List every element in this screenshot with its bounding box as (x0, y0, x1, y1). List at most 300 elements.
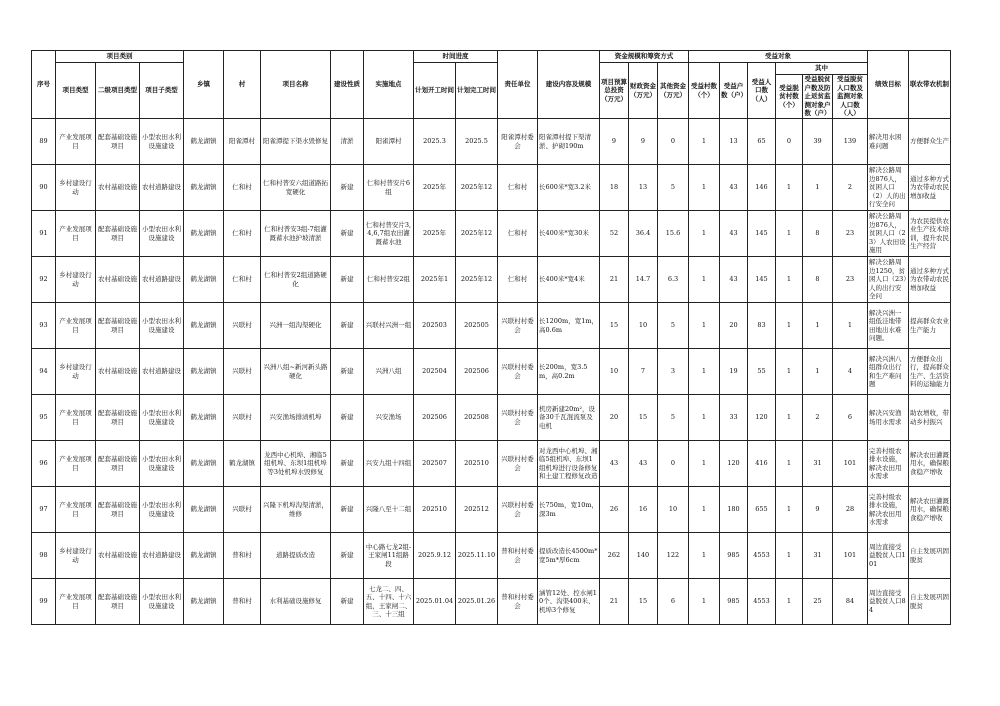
cell-monitor-population: 2 (833, 165, 868, 211)
cell-sub-type: 小型农田水利设施建设 (140, 441, 184, 487)
cell-ben-households: 985 (720, 533, 748, 579)
cell-nature: 新建 (331, 533, 364, 579)
cell-start-time: 202503 (414, 303, 456, 349)
cell-village: 兴联村 (224, 349, 261, 395)
header-mechanism: 联农带农机制 (909, 51, 951, 119)
cell-start-time: 202510 (414, 487, 456, 533)
cell-unit: 兴联村村委会 (498, 487, 538, 533)
cell-other: 15.6 (658, 211, 689, 257)
cell-ben-households: 120 (720, 441, 748, 487)
cell-poor-villages: 1 (776, 395, 803, 441)
cell-poor-villages: 1 (776, 257, 803, 303)
cell-ben-population: 145 (748, 211, 776, 257)
cell-budget: 20 (600, 395, 629, 441)
cell-township: 鹤龙湖镇 (184, 257, 224, 303)
cell-sub-type: 小型农田水利设施建设 (140, 579, 184, 625)
cell-project-name: 仁和村普安六组道路拓宽硬化 (261, 165, 331, 211)
cell-budget: 21 (600, 257, 629, 303)
cell-ben-population: 120 (748, 395, 776, 441)
cell-fiscal: 7 (629, 349, 658, 395)
cell-monitor-households: 39 (803, 119, 833, 165)
cell-ben-villages: 1 (689, 119, 720, 165)
cell-secondary-type: 配套基础设施项目 (96, 119, 140, 165)
cell-ben-population: 655 (748, 487, 776, 533)
table-row (32, 395, 951, 441)
cell-monitor-households: 31 (803, 441, 833, 487)
cell-end-time: 202506 (456, 349, 498, 395)
cell-end-time: 2025.5 (456, 119, 498, 165)
cell-fiscal: 43 (629, 441, 658, 487)
cell-ben-villages: 1 (689, 257, 720, 303)
cell-location: 兴安渔场 (364, 395, 414, 441)
cell-township: 鹤龙湖镇 (184, 119, 224, 165)
cell-secondary-type: 配套基础设施项目 (96, 303, 140, 349)
cell-ben-households: 20 (720, 303, 748, 349)
cell-ben-population: 55 (748, 349, 776, 395)
cell-ben-villages: 1 (689, 441, 720, 487)
cell-seq: 93 (32, 303, 56, 349)
cell-project-name: 仁和村普安2组道路硬化 (261, 257, 331, 303)
cell-mechanism: 通过多种方式为农带动农民增加收益 (909, 165, 951, 211)
cell-project-name: 仁和村普安3组-7组灌溉蓄水池护坡清淤 (261, 211, 331, 257)
cell-ben-villages: 1 (689, 579, 720, 625)
cell-unit: 兴联村村委会 (498, 349, 538, 395)
cell-budget: 262 (600, 533, 629, 579)
table-row (32, 579, 951, 625)
cell-village: 鹤龙湖镇 (224, 441, 261, 487)
table-body (32, 119, 951, 625)
cell-poor-villages: 1 (776, 349, 803, 395)
cell-content: 长600米*宽3.2米 (538, 165, 600, 211)
cell-ben-population: 416 (748, 441, 776, 487)
cell-location: 仁和村普安2组 (364, 257, 414, 303)
cell-unit: 兴联村村委会 (498, 303, 538, 349)
cell-nature: 新建 (331, 303, 364, 349)
cell-mechanism: 提高群众农业生产能力 (909, 303, 951, 349)
cell-other: 6 (658, 579, 689, 625)
cell-sub-type: 小型农田水利设施建设 (140, 487, 184, 533)
cell-seq: 94 (32, 349, 56, 395)
cell-township: 鹤龙湖镇 (184, 165, 224, 211)
cell-poor-villages: 1 (776, 487, 803, 533)
cell-start-time: 202506 (414, 395, 456, 441)
cell-location: 仁和村普安片3,4,6,7组农田灌溉蓄水池 (364, 211, 414, 257)
cell-nature: 新建 (331, 441, 364, 487)
cell-budget: 21 (600, 579, 629, 625)
cell-monitor-population: 6 (833, 395, 868, 441)
cell-secondary-type: 配套基础设施项目 (96, 441, 140, 487)
table-row (32, 257, 951, 303)
cell-content: 对龙西中心机埠、湘临5组机埠、东坝1组机埠进行设备修复和土建工程修复改造 (538, 441, 600, 487)
cell-fiscal: 36.4 (629, 211, 658, 257)
cell-ben-villages: 1 (689, 349, 720, 395)
cell-start-time: 2025.9.12 (414, 533, 456, 579)
header-time-progress: 时间进度 (414, 51, 498, 63)
cell-unit: 阳雀潭村委会 (498, 119, 538, 165)
cell-village: 兴联村 (224, 487, 261, 533)
cell-budget: 10 (600, 349, 629, 395)
cell-ben-households: 19 (720, 349, 748, 395)
cell-village: 兴联村 (224, 395, 261, 441)
cell-end-time: 202505 (456, 303, 498, 349)
cell-village: 普和村 (224, 579, 261, 625)
cell-unit: 普和村村委会 (498, 533, 538, 579)
cell-monitor-households: 1 (803, 303, 833, 349)
cell-sub-type: 农村道路建设 (140, 257, 184, 303)
cell-township: 鹤龙湖镇 (184, 533, 224, 579)
cell-project-name: 水利基础设施修复 (261, 579, 331, 625)
header-funding: 资金规模和筹资方式 (600, 51, 689, 63)
cell-nature: 新建 (331, 349, 364, 395)
cell-fiscal: 15 (629, 579, 658, 625)
cell-poor-villages: 1 (776, 441, 803, 487)
cell-unit: 仁和村 (498, 257, 538, 303)
cell-end-time: 202510 (456, 441, 498, 487)
cell-monitor-population: 139 (833, 119, 868, 165)
cell-sub-type: 农村道路建设 (140, 533, 184, 579)
cell-content: 长200m，宽3.5m，高0.2m (538, 349, 600, 395)
cell-mechanism: 解决农田灌溉用水，确保粮食稳产增收 (909, 487, 951, 533)
cell-other: 5 (658, 395, 689, 441)
cell-project-name: 阳雀潭提下渠水毁修复 (261, 119, 331, 165)
cell-project-name: 龙西中心机埠、湘临5组机埠、东坝1组机埠等3处机埠水毁修复 (261, 441, 331, 487)
header-project-category: 项目类别 (56, 51, 184, 63)
cell-end-time: 202512 (456, 487, 498, 533)
cell-seq: 98 (32, 533, 56, 579)
cell-budget: 43 (600, 441, 629, 487)
cell-mechanism: 自主发展巩固脱贫 (909, 533, 951, 579)
cell-end-time: 2025.11.10 (456, 533, 498, 579)
cell-monitor-households: 1 (803, 349, 833, 395)
cell-project-name: 兴洲八组~新河新头路硬化 (261, 349, 331, 395)
cell-end-time: 2025年12 (456, 165, 498, 211)
cell-seq: 97 (32, 487, 56, 533)
cell-start-time: 202507 (414, 441, 456, 487)
cell-monitor-households: 31 (803, 533, 833, 579)
cell-mechanism: 自主发展巩固脱贫 (909, 579, 951, 625)
cell-township: 鹤龙湖镇 (184, 487, 224, 533)
cell-fiscal: 13 (629, 165, 658, 211)
header-content: 建设内容及规模 (538, 51, 600, 119)
cell-performance: 解决公路周边1250，贫困人口（23）人的出行安全问 (868, 257, 909, 303)
cell-budget: 26 (600, 487, 629, 533)
cell-unit: 仁和村 (498, 211, 538, 257)
cell-project-type: 产业发展项目 (56, 487, 96, 533)
project-table (31, 50, 951, 625)
cell-ben-population: 83 (748, 303, 776, 349)
header-township: 乡镇 (184, 51, 224, 119)
cell-nature: 新建 (331, 487, 364, 533)
cell-sub-type: 小型农田水利设施建设 (140, 211, 184, 257)
cell-monitor-population: 101 (833, 441, 868, 487)
cell-performance: 解决公路周边876人，贫困人口（23）人农田设施用 (868, 211, 909, 257)
cell-ben-households: 43 (720, 165, 748, 211)
cell-monitor-population: 101 (833, 533, 868, 579)
cell-monitor-households: 25 (803, 579, 833, 625)
cell-village: 普和村 (224, 533, 261, 579)
cell-secondary-type: 配套基础设施项目 (96, 579, 140, 625)
cell-project-type: 乡村建设行动 (56, 165, 96, 211)
cell-performance: 解决用水困难问题 (868, 119, 909, 165)
cell-ben-population: 65 (748, 119, 776, 165)
cell-township: 鹤龙湖镇 (184, 441, 224, 487)
cell-seq: 91 (32, 211, 56, 257)
cell-village: 仁和村 (224, 165, 261, 211)
cell-content: 机房新建20m²，设备30千瓦混流泵及电机 (538, 395, 600, 441)
cell-ben-households: 180 (720, 487, 748, 533)
header-village: 村 (224, 51, 261, 119)
cell-mechanism: 为农民提供农业生产技术培训，提升农民生产经营 (909, 211, 951, 257)
cell-location: 阳雀潭村 (364, 119, 414, 165)
cell-village: 仁和村 (224, 257, 261, 303)
cell-content: 阳雀潭村提下渠清淤、护砌190m (538, 119, 600, 165)
table-row (32, 441, 951, 487)
cell-location: 兴安九组十四组 (364, 441, 414, 487)
cell-unit: 仁和村 (498, 165, 538, 211)
header-budget: 项目预算总投资（万元） (600, 63, 629, 119)
cell-project-name: 兴洲一组沟渠硬化 (261, 303, 331, 349)
cell-performance: 周边直接受益脱贫人口84 (868, 579, 909, 625)
header-nature: 建设性质 (331, 51, 364, 119)
cell-budget: 15 (600, 303, 629, 349)
cell-township: 鹤龙湖镇 (184, 395, 224, 441)
cell-secondary-type: 农村基础设施 (96, 165, 140, 211)
header-end-time: 计划完工时间 (456, 63, 498, 119)
cell-location: 仁和村普安片6组 (364, 165, 414, 211)
cell-poor-villages: 0 (776, 119, 803, 165)
header-project-type: 项目类型 (56, 63, 96, 119)
cell-location: 兴洲八组 (364, 349, 414, 395)
cell-project-type: 产业发展项目 (56, 303, 96, 349)
cell-ben-households: 985 (720, 579, 748, 625)
cell-nature: 新建 (331, 395, 364, 441)
header-unit: 责任单位 (498, 51, 538, 119)
cell-secondary-type: 配套基础设施项目 (96, 211, 140, 257)
cell-mechanism: 方便群众生产 (909, 119, 951, 165)
cell-end-time: 2025.01.26 (456, 579, 498, 625)
cell-mechanism: 解决农田灌溉用水，确保粮食稳产增收 (909, 441, 951, 487)
table-row (32, 349, 951, 395)
cell-other: 122 (658, 533, 689, 579)
cell-ben-households: 43 (720, 211, 748, 257)
cell-location: 七龙二、四、五、十四、十六组，王家闸二、三、十三组 (364, 579, 414, 625)
cell-other: 6.3 (658, 257, 689, 303)
cell-project-type: 产业发展项目 (56, 119, 96, 165)
header-monitor-households: 受益脱贫户数及防止返贫监测对象户数（户） (804, 75, 831, 118)
header-seq: 序号 (32, 51, 56, 119)
cell-performance: 完善村级农排水设施，解决农田用水需求 (868, 487, 909, 533)
cell-other: 5 (658, 165, 689, 211)
cell-seq: 90 (32, 165, 56, 211)
cell-seq: 95 (32, 395, 56, 441)
header-start-time: 计划开工时间 (414, 63, 456, 119)
header-ben-population: 受益人口数（人） (748, 63, 776, 119)
cell-start-time: 2025.01.04 (414, 579, 456, 625)
cell-project-name: 兴隆下机埠沟渠清淤，维修 (261, 487, 331, 533)
cell-other: 3 (658, 349, 689, 395)
cell-start-time: 2025年 (414, 211, 456, 257)
cell-ben-households: 43 (720, 257, 748, 303)
cell-township: 鹤龙湖镇 (184, 303, 224, 349)
cell-ben-households: 13 (720, 119, 748, 165)
cell-village: 阳雀潭村 (224, 119, 261, 165)
cell-ben-villages: 1 (689, 533, 720, 579)
cell-budget: 9 (600, 119, 629, 165)
cell-nature: 新建 (331, 257, 364, 303)
cell-start-time: 2025年 (414, 165, 456, 211)
cell-monitor-population: 84 (833, 579, 868, 625)
cell-monitor-population: 1 (833, 303, 868, 349)
cell-fiscal: 16 (629, 487, 658, 533)
table-row (32, 487, 951, 533)
cell-project-type: 产业发展项目 (56, 395, 96, 441)
cell-ben-population: 146 (748, 165, 776, 211)
cell-other: 0 (658, 119, 689, 165)
cell-mechanism: 方便群众出行，提高群众生产、生活资料的运输能力 (909, 349, 951, 395)
cell-fiscal: 14.7 (629, 257, 658, 303)
table-row (32, 211, 951, 257)
header-monitor-population: 受益脱贫人口数及监测对象人口数（人） (833, 75, 868, 119)
cell-location: 兴隆八至十二组 (364, 487, 414, 533)
cell-secondary-type: 配套基础设施项目 (96, 487, 140, 533)
cell-location: 兴联村兴洲一组 (364, 303, 414, 349)
cell-monitor-population: 4 (833, 349, 868, 395)
cell-other: 5 (658, 303, 689, 349)
cell-end-time: 202508 (456, 395, 498, 441)
cell-fiscal: 140 (629, 533, 658, 579)
cell-end-time: 2025年12 (456, 257, 498, 303)
cell-sub-type: 小型农田水利设施建设 (140, 395, 184, 441)
cell-ben-population: 4553 (748, 533, 776, 579)
cell-other: 0 (658, 441, 689, 487)
header-project-name: 项目名称 (261, 51, 331, 119)
cell-performance: 解决兴洲八组群众出行和生产难问题 (868, 349, 909, 395)
cell-secondary-type: 农村基础设施 (96, 257, 140, 303)
cell-poor-villages: 1 (776, 533, 803, 579)
cell-performance: 解决兴洲一组低洼地带田地出水难问题。 (868, 303, 909, 349)
table-row (32, 533, 951, 579)
cell-unit: 普和村村委会 (498, 579, 538, 625)
header-other: 其他资金（万元） (658, 63, 689, 119)
cell-sub-type: 农村道路建设 (140, 349, 184, 395)
cell-mechanism: 助农增收，带动乡村振兴 (909, 395, 951, 441)
cell-other: 10 (658, 487, 689, 533)
cell-ben-population: 145 (748, 257, 776, 303)
cell-seq: 89 (32, 119, 56, 165)
cell-monitor-households: 2 (803, 395, 833, 441)
cell-ben-villages: 1 (689, 487, 720, 533)
header-location: 实施地点 (364, 51, 414, 119)
cell-ben-population: 4553 (748, 579, 776, 625)
cell-ben-villages: 1 (689, 211, 720, 257)
cell-end-time: 2025年12 (456, 211, 498, 257)
cell-content: 涵管12处、控水闸10个、沟渠400米、机埠3个修复 (538, 579, 600, 625)
cell-start-time: 2025年1 (414, 257, 456, 303)
cell-nature: 新建 (331, 579, 364, 625)
cell-fiscal: 9 (629, 119, 658, 165)
cell-project-type: 乡村建设行动 (56, 533, 96, 579)
cell-poor-villages: 1 (776, 211, 803, 257)
cell-content: 提质改造长4500m*宽5m*厚6cm (538, 533, 600, 579)
cell-poor-villages: 1 (776, 165, 803, 211)
cell-sub-type: 小型农田水利设施建设 (140, 119, 184, 165)
cell-nature: 新建 (331, 211, 364, 257)
cell-monitor-population: 23 (833, 211, 868, 257)
cell-start-time: 2025.3 (414, 119, 456, 165)
cell-ben-villages: 1 (689, 395, 720, 441)
header-secondary-type: 二级项目类型 (96, 63, 140, 119)
cell-sub-type: 小型农田水利设施建设 (140, 303, 184, 349)
cell-project-type: 乡村建设行动 (56, 349, 96, 395)
cell-content: 长400米*宽4米 (538, 257, 600, 303)
cell-performance: 解决兴安渔场用水需求 (868, 395, 909, 441)
header-performance: 绩效目标 (868, 51, 909, 119)
cell-village: 兴联村 (224, 303, 261, 349)
cell-unit: 兴联村村委会 (498, 441, 538, 487)
cell-seq: 99 (32, 579, 56, 625)
cell-ben-villages: 1 (689, 303, 720, 349)
table-row (32, 119, 951, 165)
cell-sub-type: 农村道路建设 (140, 165, 184, 211)
cell-monitor-population: 23 (833, 257, 868, 303)
cell-seq: 96 (32, 441, 56, 487)
cell-township: 鹤龙湖镇 (184, 211, 224, 257)
cell-project-type: 产业发展项目 (56, 441, 96, 487)
cell-village: 仁和村 (224, 211, 261, 257)
cell-performance: 解决公路周边876人，贫困人口（2）人的出行安全问 (868, 165, 909, 211)
cell-ben-villages: 1 (689, 165, 720, 211)
cell-content: 长750m，宽10m，深3m (538, 487, 600, 533)
cell-poor-villages: 1 (776, 303, 803, 349)
cell-content: 长1200m，宽1m，高0.6m (538, 303, 600, 349)
cell-budget: 18 (600, 165, 629, 211)
header-poor-villages: 受益脱贫村数（个） (776, 75, 803, 119)
cell-content: 长400米*宽30米 (538, 211, 600, 257)
cell-project-type: 产业发展项目 (56, 579, 96, 625)
cell-secondary-type: 配套基础设施项目 (96, 395, 140, 441)
cell-poor-villages: 1 (776, 579, 803, 625)
cell-nature: 清淤 (331, 119, 364, 165)
cell-performance: 周边直接受益脱贫人口101 (868, 533, 909, 579)
cell-township: 鹤龙湖镇 (184, 349, 224, 395)
cell-unit: 兴联村村委会 (498, 395, 538, 441)
cell-performance: 完善村级农排水设施，解决农田用水需求 (868, 441, 909, 487)
header-sub-type: 项目子类型 (140, 63, 184, 119)
cell-project-name: 道路提质改造 (261, 533, 331, 579)
header-beneficiaries: 受益对象 (689, 51, 868, 63)
cell-fiscal: 15 (629, 395, 658, 441)
header-ben-households: 受益户数（户） (720, 63, 748, 119)
cell-monitor-households: 8 (803, 211, 833, 257)
cell-nature: 新建 (331, 165, 364, 211)
cell-township: 鹤龙湖镇 (184, 579, 224, 625)
cell-monitor-households: 9 (803, 487, 833, 533)
cell-project-name: 兴安渔场排渍机埠 (261, 395, 331, 441)
cell-monitor-households: 8 (803, 257, 833, 303)
table-row (32, 303, 951, 349)
cell-monitor-households: 1 (803, 165, 833, 211)
cell-secondary-type: 农村基础设施 (96, 349, 140, 395)
table-row (32, 165, 951, 211)
cell-project-type: 产业发展项目 (56, 211, 96, 257)
cell-fiscal: 10 (629, 303, 658, 349)
cell-start-time: 202504 (414, 349, 456, 395)
cell-seq: 92 (32, 257, 56, 303)
cell-mechanism: 通过多种方式为农带动农民增加收益 (909, 257, 951, 303)
cell-location: 中心路七龙2组-王家闸11组路段 (364, 533, 414, 579)
header-among: 其中 (776, 63, 868, 75)
header-ben-villages: 受益村数（个） (689, 63, 720, 119)
